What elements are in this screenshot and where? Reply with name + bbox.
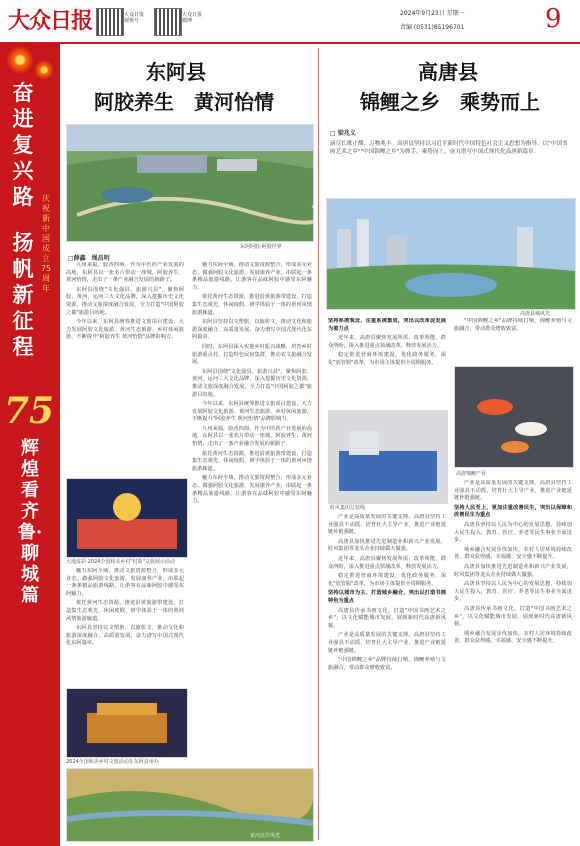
right-photo-koi — [454, 366, 574, 468]
right-photo-factory — [328, 410, 448, 504]
left-headline-county: 东阿县 — [146, 60, 206, 84]
right-photo1-caption: 高唐县城风光 — [520, 311, 551, 317]
paragraph: 高唐县加快推进先进制造业和新兴产业发展，时风集团等龙头企业持续做大做强。 — [328, 538, 446, 553]
paragraph: 魅力东阿全域，推动文旅资源整合，形成多元业态。做强阿胶文化旅游，发展康养产业，串联起一条条精品旅游线路，让游客在品味阿胶中感受东阿魅力。 — [66, 568, 184, 597]
paragraph: 东阿县坚持以文塑旅、以旅彰文，推动文化和旅游深度融合、高质量发展，奋力谱写中国式现代化东阿篇章。 — [66, 625, 184, 647]
paragraph: 稳定推进营商环境建设，优化政务服务，深化"放管服"改革，为市场主体提供全周期服务。 — [328, 352, 446, 366]
newspaper-logo: 大众日报 — [8, 8, 93, 34]
paragraph: 产业是高质量发展的关键支撑。高唐县坚持工业强县不动摇，培育壮大主导产业，推进产业链延链补链强链。 — [454, 480, 572, 502]
paragraph: 近年来，高唐县聚焦发展所需、改革所能、群众所盼，深入推进重点领域改革，释放发展活力。 — [328, 555, 446, 570]
paragraph: 依托黄河生态资源，推进沿黄旅游带建设，打造集生态观光、休闲度假、研学体验于一体的黄河风情旅游廊道。 — [192, 450, 312, 472]
paragraph: 高唐县坚持以人民为中心的发展思想，持续加大民生投入，教育、医疗、养老等民生事业全面进步。 — [454, 521, 572, 544]
right-lead: 滴尽长歌正酣，万物兆丰。高唐县坚持以习近平新时代中国特色社会主义思想为指导，以"中国书画艺术之乡""中国锦鲤之乡"为抓手，乘势而上，奋力谱写中国式现代化高唐新篇章。 — [330, 141, 568, 155]
right-photo2-caption: 时风集团总装线 — [330, 505, 366, 511]
right-text-col1b — [328, 514, 446, 840]
column-divider — [318, 48, 319, 840]
left-text-col1b — [66, 568, 184, 686]
paragraph: 东阿县围绕"文化强县、旅游兴县"，聚焦阿胶、黄河、运河三大文化品牌，深入挖掘历史文化资源，推动文旅深度融合发展，全力打造"中国阿胶之都"旅游目的地。 — [66, 286, 184, 316]
paragraph: 高唐县加快推进先进制造业和新兴产业发展，时风集团等龙头企业持续做大做强。 — [454, 563, 572, 578]
section-subheading: 坚持以城市为主、打造城乡融合，突出以打造书画特色为重点 — [328, 590, 446, 604]
right-byline: □ 梁兆义 — [330, 130, 356, 137]
section-subheading: 坚持系统观念、注重系统集成，突出以改革促发展为着力点 — [328, 318, 446, 332]
paragraph: 九州来福，胶香四海。作为中医药产业发展的高地，东阿县以一张名片带动一座城，阿胶养生、黄河怡情，走出了一条产业融合发展的新路子。 — [192, 425, 312, 448]
sidebar-slogan-1: 奋进复兴路 — [12, 80, 34, 209]
paragraph: 产业是高质量发展的关键支撑。高唐县坚持工业强县不动摇，培育壮大主导产业，推进产业链延链补链强链。 — [328, 632, 446, 654]
left-photo-night — [66, 688, 188, 758]
section-subheading: 坚持人民至上、更加注重改善民生，突出以保障和改善民生为重点 — [454, 504, 572, 519]
right-headline-county: 高唐县 — [418, 60, 478, 84]
left-photo1-caption: 东阿阿胶·阿胶世界 — [240, 244, 282, 250]
left-text-col1 — [66, 262, 184, 474]
anniversary-number: 75 — [4, 390, 55, 432]
paragraph: 城乡融合发展步伐加快，农村人居环境持续改善，群众获得感、幸福感、安全感不断提升。 — [454, 546, 572, 561]
right-text-col2 — [454, 318, 572, 364]
firework-icon — [34, 60, 54, 80]
paragraph: 产业是高质量发展的关键支撑。高唐县坚持工业强县不动摇，培育壮大主导产业，推进产业链延链补链强链。 — [328, 514, 446, 536]
sidebar-subtitle: 庆祝新中国成立75周年 — [40, 194, 52, 293]
paragraph: 高唐县传承书画文化，打造"中国书画艺术之乡"，以文化赋能城市发展，展现新时代高唐新风貌。 — [328, 607, 446, 629]
sidebar-series-title: 辉煌看齐鲁·聊城篇 — [17, 438, 43, 606]
right-photo3-caption: 高唐锦鲤产业 — [456, 471, 487, 477]
paragraph: 东阿县围绕"文化强县、旅游兴县"，聚焦阿胶、黄河、运河三大文化品牌，深入挖掘历史文化资源，推动文旅深度融合发展，全力打造"中国阿胶之都"旅游目的地。 — [192, 368, 312, 398]
qr-code-icon — [154, 8, 182, 36]
paragraph: 魅力东阿全域，推动文旅资源整合，形成多元业态。做强阿胶文化旅游，发展康养产业，串联起一条条精品旅游线路，让游客在品味阿胶中感受东阿魅力。 — [192, 475, 312, 505]
paragraph: 今年以来，东阿县统筹推进文旅项目建设，大力发展阿胶文化旅游、黄河生态旅游、乡村休闲旅游，不断提升"阿胶养生 黄河怡情"品牌影响力。 — [192, 401, 312, 423]
right-text-col1 — [328, 318, 446, 406]
qr2-label: 大众日报微博 — [182, 12, 203, 24]
left-headline: 阿胶养生 黄河怡情 — [94, 90, 274, 114]
left-photo4-caption: 黄河北岸风光 — [250, 833, 281, 839]
right-text-col2b — [454, 480, 572, 840]
sidebar-slogan-2: 扬帆新征程 — [12, 230, 34, 359]
paragraph: 九州来福，胶香四海。作为中医药产业发展的高地，东阿县以一张名片带动一座城，阿胶养生、黄河怡情，走出了一条产业融合发展的新路子。 — [66, 262, 184, 284]
paragraph: "中国锦鲤之乡"品牌持续打响，锦鲤养殖与文旅融合，带动群众增收致富。 — [328, 657, 446, 671]
paragraph: 依托黄河生态资源，推进沿黄旅游带建设，打造集生态观光、休闲度假、研学体验于一体的黄河风情旅游廊道。 — [66, 600, 184, 622]
issue-date: 2024年9月23日 星期一 — [400, 10, 465, 17]
right-photo-city — [326, 198, 576, 310]
qr1-label: 大众日报视频号 — [124, 12, 145, 24]
paragraph: 城乡融合发展步伐加快，农村人居环境持续改善，群众获得感、幸福感、安全感不断提升。 — [454, 630, 572, 645]
paragraph: 魅力东阿全域，推动文旅资源整合，形成多元业态。做强阿胶文化旅游，发展康养产业，串联起一条条精品旅游线路，让游客在品味阿胶中感受东阿魅力。 — [192, 262, 312, 291]
paragraph: 稳定推进营商环境建设，优化政务服务，深化"放管服"改革，为市场主体提供全周期服务。 — [328, 573, 446, 587]
page-number: 9 — [545, 4, 562, 34]
left-byline: □薛鑫 绳昌明 — [68, 255, 110, 262]
left-photo2-caption: 大地流彩·2024全国和美乡村"村晤"文旅展示活动 — [66, 559, 175, 565]
right-headline: 锦鲤之乡 乘势而上 — [360, 90, 540, 114]
left-photo-river — [66, 768, 314, 842]
left-text-col2 — [192, 262, 312, 818]
left-photo-stage — [66, 478, 188, 558]
editor-line: 责编 (0531)85196701 — [400, 24, 465, 31]
paragraph: 高唐县传承书画文化，打造"中国书画艺术之乡"，以文化赋能城市发展，展现新时代高唐新风貌。 — [454, 605, 572, 628]
paragraph: 同时，东阿县深入实施乡村振兴战略，培育乡村旅游重点村，打造特色民宿集群，推动农文旅融合发展。 — [192, 343, 312, 366]
paragraph: 近年来，高唐县聚焦发展所需、改革所能、群众所盼，深入推进重点领域改革，释放发展活力。 — [328, 335, 446, 349]
paragraph: 今年以来，东阿县统筹推进文旅项目建设，大力发展阿胶文化旅游、黄河生态旅游、乡村休闲旅游，不断提升"阿胶养生 黄河怡情"品牌影响力。 — [66, 319, 184, 341]
left-photo3-caption: 2024全国和美乡村文旅活动在东阿县举办 — [66, 759, 159, 765]
paragraph: 高唐县坚持以人民为中心的发展思想，持续加大民生投入，教育、医疗、养老等民生事业全面进步。 — [454, 581, 572, 603]
left-photo-aerial — [66, 124, 314, 242]
paragraph: "中国锦鲤之乡"品牌持续打响，锦鲤养殖与文旅融合，带动群众增收致富。 — [454, 318, 572, 332]
firework-icon — [6, 46, 34, 74]
paragraph: 东阿县坚持以文塑旅、以旅彰文，推动文化和旅游深度融合、高质量发展，奋力谱写中国式现代化东阿篇章。 — [192, 319, 312, 341]
qr-code-icon — [96, 8, 124, 36]
paragraph: 依托黄河生态资源，推进沿黄旅游带建设，打造集生态观光、休闲度假、研学体验于一体的黄河风情旅游廊道。 — [192, 294, 312, 316]
